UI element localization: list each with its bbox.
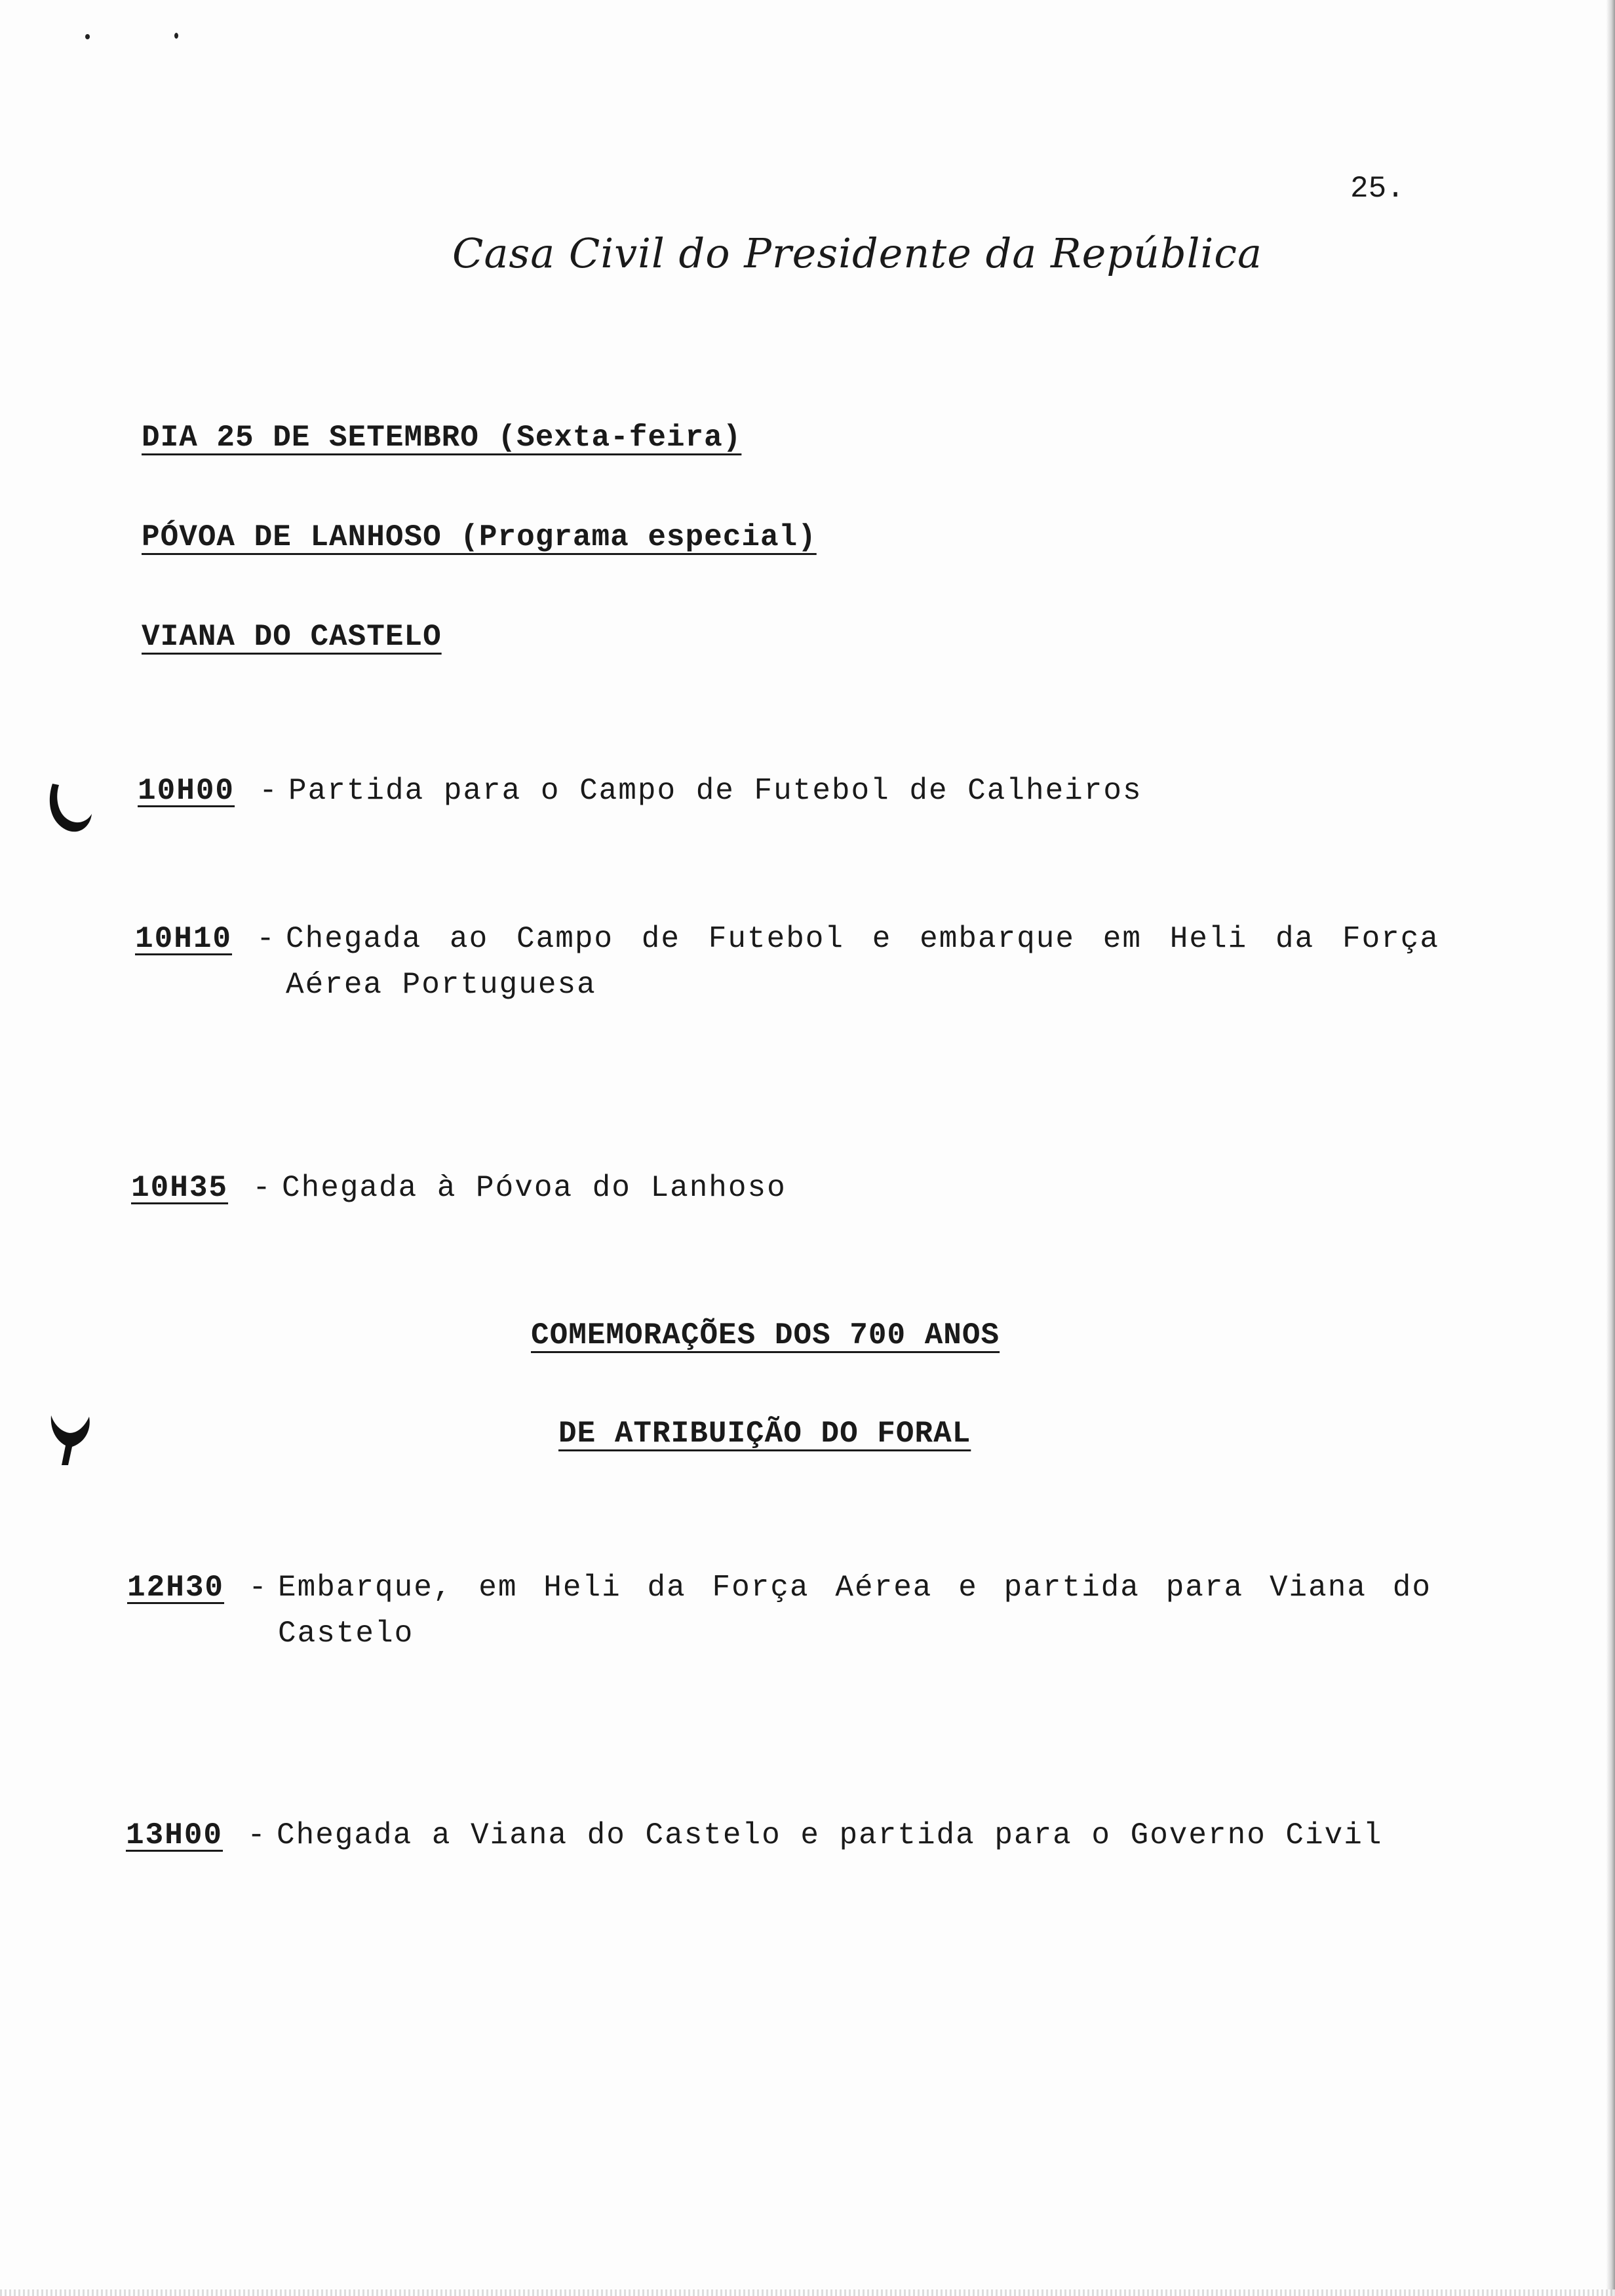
entry-time: 10H10	[135, 922, 233, 956]
schedule-entry	[126, 1812, 1430, 1858]
entry-dash: -	[252, 1171, 272, 1205]
day-heading: DIA 25 DE SETEMBRO (Sexta-feira)	[142, 421, 742, 455]
letterhead: Casa Civil do Presidente da República	[452, 229, 1262, 277]
entry-time: 12H30	[127, 1571, 225, 1605]
scan-edge-noise	[0, 2289, 1615, 2296]
page-number: 25.	[1350, 172, 1405, 206]
entry-dash: -	[259, 774, 279, 808]
scan-speck	[174, 33, 178, 39]
entry-text: Embarque, em Heli da Força Aérea e partida para Viana do Castelo	[278, 1571, 1431, 1651]
schedule-entry	[138, 768, 1442, 814]
entry-dash: -	[256, 922, 276, 956]
punch-hole-mark	[46, 780, 94, 839]
place-heading-povoa: PÓVOA DE LANHOSO (Programa especial)	[142, 520, 817, 554]
schedule-entry	[127, 1565, 1431, 1656]
entry-time: 10H00	[138, 774, 235, 808]
place-heading-viana: VIANA DO CASTELO	[142, 620, 442, 654]
punch-hole-mark	[46, 1409, 94, 1468]
scan-edge-shadow	[1606, 0, 1615, 2296]
entry-text: Chegada a Viana do Castelo e partida para o Governo Civil	[277, 1818, 1383, 1852]
entry-text: Partida para o Campo de Futebol de Calheiros	[288, 774, 1142, 808]
entry-time: 13H00	[126, 1818, 224, 1852]
scan-speck	[85, 34, 90, 39]
entry-dash: -	[248, 1571, 268, 1605]
commemoration-heading-line2: DE ATRIBUIÇÃO DO FORAL	[558, 1417, 971, 1451]
entry-time: 10H35	[131, 1171, 229, 1205]
entry-text: Chegada à Póvoa do Lanhoso	[282, 1171, 787, 1205]
entry-dash: -	[247, 1818, 267, 1852]
entry-text: Chegada ao Campo de Futebol e embarque em Heli da Força Aérea Portuguesa	[286, 922, 1439, 1002]
commemoration-heading-line1: COMEMORAÇÕES DOS 700 ANOS	[531, 1318, 1000, 1352]
schedule-entry	[131, 1165, 1435, 1211]
schedule-entry	[135, 916, 1439, 1008]
